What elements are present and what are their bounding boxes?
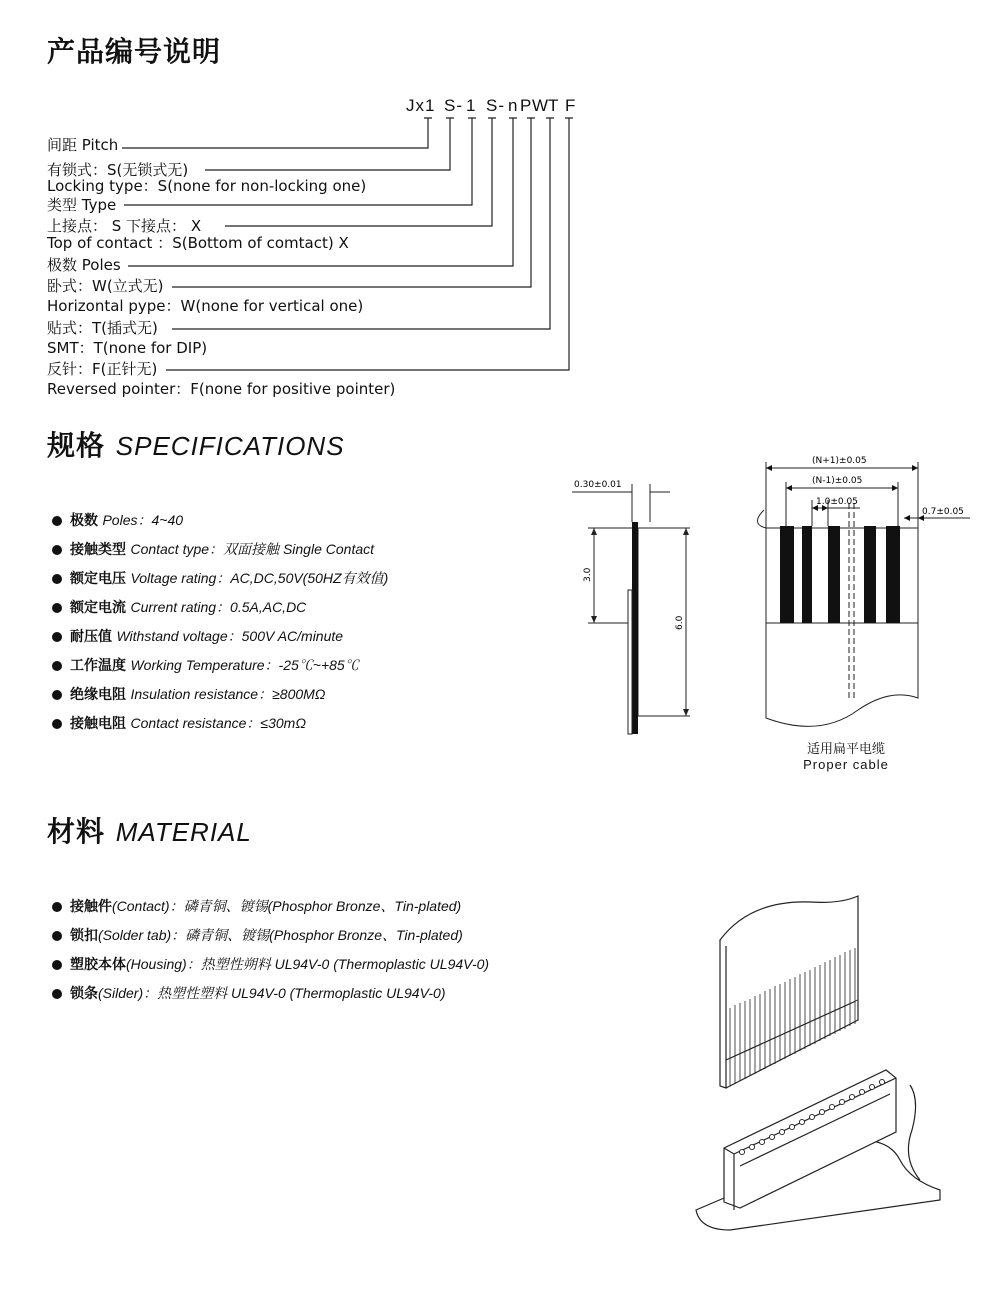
- spec-item: 耐压值 Withstand voltage：500V AC/minute: [52, 626, 343, 646]
- bullet-icon: [52, 603, 62, 613]
- specifications-title-en: SPECIFICATIONS: [115, 431, 345, 461]
- cable-caption: [786, 738, 906, 772]
- bullet-icon: [52, 574, 62, 584]
- label-smt-en: SMT：T(none for DIP): [47, 339, 208, 357]
- dim-thickness: 0.30±0.01: [574, 480, 622, 490]
- bullet-icon: [52, 960, 62, 970]
- label-contact-zh: 上接点： S 下接点： X: [47, 217, 202, 235]
- code-w: W: [532, 96, 550, 115]
- bullet-icon: [52, 931, 62, 941]
- bullet-icon: [52, 690, 62, 700]
- spec-item: 接触类型 Contact type：双面接触 Single Contact: [52, 539, 374, 559]
- dim-h2: 6.0: [675, 615, 685, 630]
- label-locking-zh: 有锁式：S(无锁式无): [47, 161, 189, 179]
- material-item: 锁扣(Solder tab)：磷青铜、镀锡(Phosphor Bronze、Tin-plated): [52, 925, 463, 945]
- dim-edge: 0.7±0.05: [922, 507, 964, 517]
- label-locking-en: Locking type：S(none for non-locking one): [47, 177, 367, 195]
- spec-item: 绝缘电阻 Insulation resistance：≥800MΩ: [52, 684, 325, 704]
- label-reversed-en: Reversed pointer：F(none for positive pointer): [47, 380, 396, 398]
- material-title: [47, 810, 252, 850]
- dim-h1: 3.0: [583, 567, 593, 582]
- material-title-en: MATERIAL: [115, 817, 252, 847]
- connector-illustration: [690, 890, 950, 1240]
- part-number-title: 产品编号说明: [47, 35, 222, 68]
- bullet-icon: [52, 719, 62, 729]
- cable-caption-en: Proper cable: [803, 757, 889, 772]
- label-horizontal-en: Horizontal pype：W(none for vertical one): [47, 297, 364, 315]
- material-item: 接触件(Contact)：磷青铜、镀锡(Phosphor Bronze、Tin-plated): [52, 896, 461, 916]
- bullet-icon: [52, 545, 62, 555]
- code-f: F: [565, 96, 577, 115]
- label-smt-zh: 贴式：T(插式无): [47, 319, 158, 337]
- code-1: 1: [466, 96, 477, 115]
- label-horizontal-zh: 卧式：W(立式无): [47, 277, 164, 295]
- bullet-icon: [52, 989, 62, 999]
- bullet-icon: [52, 902, 62, 912]
- bullet-icon: [52, 632, 62, 642]
- material-item: 塑胶本体(Housing)：热塑性朔料 UL94V-0 (Thermoplastic UL94V-0): [52, 954, 489, 974]
- label-poles: 极数 Poles: [47, 256, 121, 274]
- specifications-title: [47, 424, 345, 464]
- material-title-zh: 材料: [47, 815, 106, 848]
- label-reversed-zh: 反针：F(正针无): [47, 360, 158, 378]
- dim-pitch: 1.0±0.05: [816, 497, 858, 507]
- dim-overall: (N+1)±0.05: [812, 456, 867, 466]
- spec-item: 额定电压 Voltage rating：AC,DC,50V(50HZ有效值): [52, 568, 388, 588]
- side-view-drawing: [560, 470, 710, 750]
- code-s2: S-: [486, 96, 505, 115]
- specifications-title-zh: 规格: [47, 429, 106, 462]
- spec-item: 接触电阻 Contact resistance：≤30mΩ: [52, 713, 306, 733]
- code-n: n: [508, 96, 519, 115]
- label-contact-en: Top of contact ：S(Bottom of comtact) X: [47, 234, 349, 252]
- cable-caption-zh: 适用扁平电缆: [806, 742, 885, 757]
- bullet-icon: [52, 661, 62, 671]
- spec-item: 工作温度 Working Temperature：-25℃~+85℃: [52, 655, 359, 675]
- bullet-icon: [52, 516, 62, 526]
- code-jx1: Jx1: [406, 96, 436, 115]
- code-p: P: [520, 96, 533, 115]
- spec-item: 极数 Poles：4~40: [52, 510, 183, 530]
- material-item: 锁条(Silder)：热塑性塑料 UL94V-0 (Thermoplastic UL94V-0): [52, 983, 446, 1003]
- label-type: 类型 Type: [47, 196, 117, 214]
- spec-item: 额定电流 Current rating：0.5A,AC,DC: [52, 597, 306, 617]
- cable-drawing: [750, 448, 980, 738]
- code-s1: S-: [444, 96, 463, 115]
- code-t: T: [548, 96, 560, 115]
- label-pitch: 间距 Pitch: [47, 136, 119, 154]
- dim-inner: (N-1)±0.05: [812, 476, 863, 486]
